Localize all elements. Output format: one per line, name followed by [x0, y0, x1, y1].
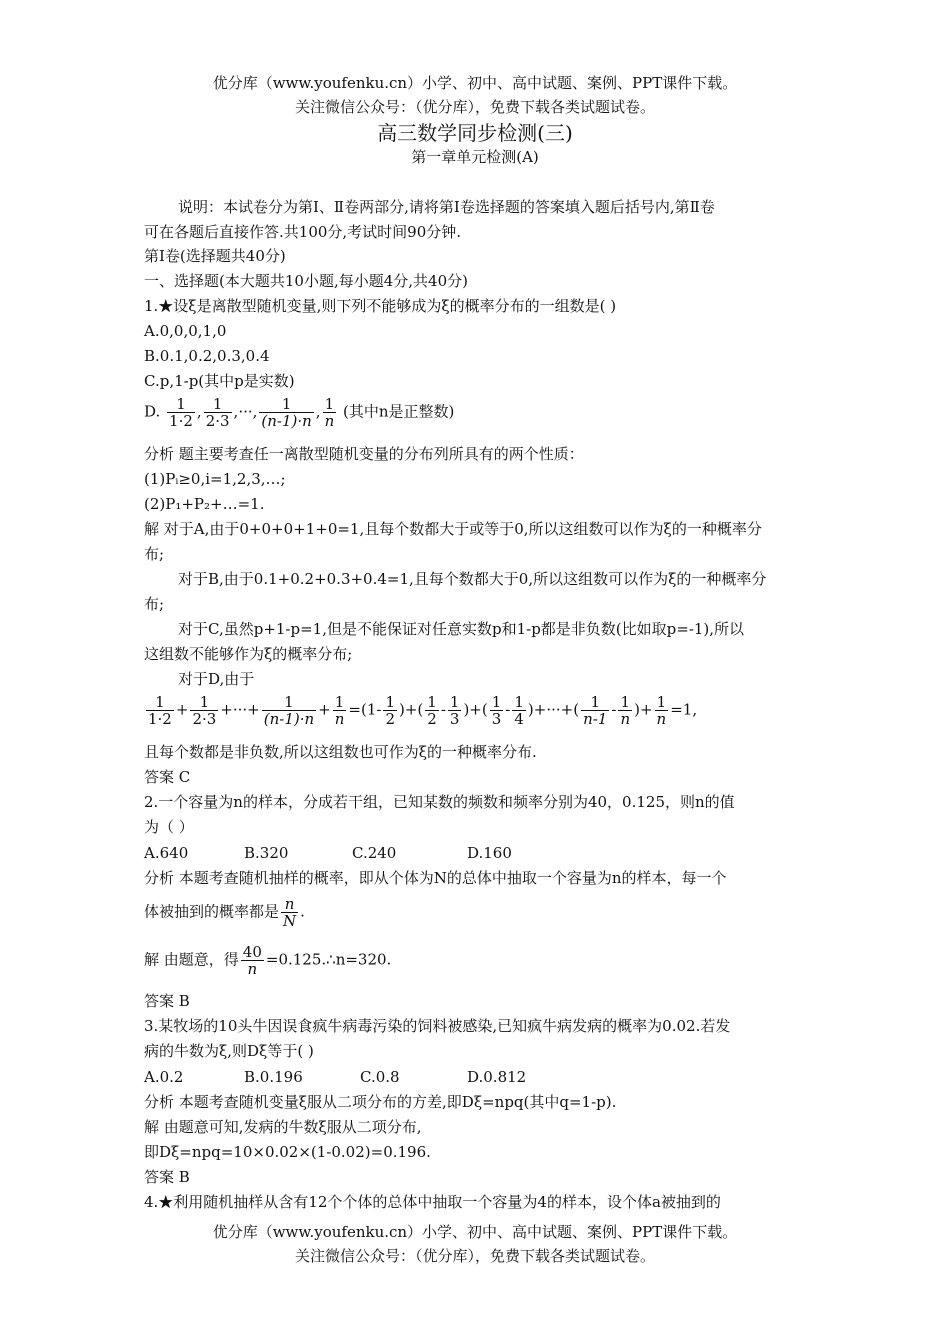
q2-stem-1: 2.一个容量为n的样本，分成若干组，已知某数的频数和频率分别为40，0.125，则n的值: [144, 793, 735, 811]
q1-answer: 答案 C: [144, 768, 191, 786]
q1-solution-c-1: 对于C,虽然p+1-p=1,但是不能保证对任意实数p和1-p都是非负数(比如取p=-1),所以: [178, 620, 745, 638]
q1-solution-d-1: 对于D,由于: [178, 670, 255, 688]
q2-analysis-1: 分析 本题考查随机抽样的概率，即从个体为N的总体中抽取一个容量为n的样本，每一个: [144, 869, 727, 887]
q3-solution-2: 即Dξ=npq=10×0.02×(1-0.02)=0.196.: [144, 1143, 431, 1161]
q2-option-a: A.640: [144, 844, 189, 862]
q1-solution-a-2: 布;: [144, 545, 165, 563]
q3-analysis: 分析 本题考查随机变量ξ服从二项分布的方差,即Dξ=npq(其中q=1-p).: [144, 1093, 617, 1111]
q1-solution-c-2: 这组数不能够作为ξ的概率分布;: [144, 645, 353, 663]
q2-stem-2: 为（ ）: [144, 818, 194, 836]
q1-solution-b-1: 对于B,由于0.1+0.2+0.3+0.4=1,且每个数都大于0,所以这组数可以作为ξ的一种概率分: [178, 570, 767, 588]
q1-solution-b-2: 布;: [144, 595, 165, 613]
fraction-1-over-n: $\frac{1}{n}$: [324, 395, 335, 430]
q3-option-d: D.0.812: [467, 1068, 527, 1086]
q3-stem-1: 3.某牧场的10头牛因误食疯牛病毒污染的饲料被感染,已知疯牛病发病的概率为0.02.若发: [144, 1017, 731, 1035]
fraction-40-over-n: $\frac{40}{n}$: [242, 943, 262, 978]
q1-option-d-note: (其中n是正整数): [343, 402, 455, 421]
q1-option-b: B.0.1,0.2,0.3,0.4: [144, 347, 270, 365]
q1-analysis: 分析 题主要考查任一离散型随机变量的分布列所具有的两个性质：: [144, 445, 584, 463]
q3-option-c: C.0.8: [360, 1068, 400, 1086]
q1-property-1: (1)Pᵢ≥0,i=1,2,3,…;: [144, 470, 286, 488]
q1-solution-a-1: 解 对于A,由于0+0+0+1+0=1,且每个数都大于或等于0,所以这组数可以作为ξ的一种概率分: [144, 520, 762, 538]
q2-options: [144, 843, 644, 863]
q1-sum-equation: $\frac{1}{1\cdot 2}$ + $\frac{1}{2\cdot 3}$ +···+ $\frac{1}{(n-1)\cdot n}$ + $\frac{1}{n}$ =(1- $\frac{1}{2}$ )+( $\frac{1}{2}$ - $\frac{1}{3}$ )+( $\frac{1}{3}$ - $\frac{1}{4}$ )+···+( $\frac{1}{n-1}$ - $\frac{1}{n}$ )+ $\frac{1}{n}$ =1,: [148, 693, 698, 728]
fraction-1-over-2x3: $\frac{1}{2\cdot 3}$: [205, 395, 230, 430]
q1-option-c: C.p,1-p(其中p是实数): [144, 372, 295, 390]
q1-option-a: A.0,0,0,1,0: [144, 322, 227, 340]
fraction-1-over-n-1-n: $\frac{1}{(n-1)\cdot n}$: [261, 395, 312, 430]
q4-stem-1: 4.★利用随机抽样从含有12个个体的总体中抽取一个容量为4的样本，设个体a被抽到的: [144, 1193, 721, 1211]
page-title: 高三数学同步检测(三): [377, 121, 573, 145]
q3-stem-2: 病的牛数为ξ,则Dξ等于( ): [144, 1042, 314, 1060]
header-line-1: 优分库（www.youfenku.cn）小学、初中、高中试题、案例、PPT课件下载。: [212, 74, 738, 92]
header-line-2: 关注微信公众号：（优分库），免费下载各类试题试卷。: [294, 98, 655, 116]
q2-answer: 答案 B: [144, 992, 190, 1010]
intro-line-2: 可在各题后直接作答.共100分,考试时间90分钟.: [144, 223, 462, 241]
q3-solution-1: 解 由题意可知,发病的牛数ξ服从二项分布,: [144, 1118, 422, 1136]
footer-line-2: 关注微信公众号：（优分库），免费下载各类试题试卷。: [294, 1247, 655, 1265]
q1-option-d: D. $\frac{1}{1\cdot 2}$ , $\frac{1}{2\cdot 3}$ ,···, $\frac{1}{(n-1)\cdot n}$ , $\frac{1}{n}$ (其中n是正整数): [144, 395, 455, 430]
fraction-n-over-N: $\frac{n}{N}$: [283, 895, 297, 930]
q2-option-b: B.320: [244, 844, 289, 862]
q1-property-2: (2)P₁+P₂+…=1.: [144, 495, 265, 513]
fraction-1-over-1x2: $\frac{1}{1\cdot 2}$: [169, 395, 193, 430]
q2-analysis-2: 体被抽到的概率都是 $\frac{n}{N}$ .: [144, 895, 305, 930]
q2-option-c: C.240: [352, 844, 397, 862]
q3-option-a: A.0.2: [144, 1068, 184, 1086]
q1-solution-d-2: 且每个数都是非负数,所以这组数也可作为ξ的一种概率分布.: [144, 743, 537, 761]
footer-line-1: 优分库（www.youfenku.cn）小学、初中、高中试题、案例、PPT课件下载。: [212, 1223, 738, 1241]
q2-solution: 解 由题意，得 $\frac{40}{n}$ =0.125.∴n=320.: [144, 943, 392, 978]
q3-options: [144, 1067, 644, 1087]
q3-option-b: B.0.196: [244, 1068, 303, 1086]
q1-option-d-label: D.: [144, 402, 161, 421]
intro-line-1: 说明：本试卷分为第Ⅰ、Ⅱ卷两部分,请将第Ⅰ卷选择题的答案填入题后括号内,第Ⅱ卷: [178, 198, 715, 216]
part1-heading: 第Ⅰ卷(选择题共40分): [144, 247, 286, 265]
q1-stem: 1.★设ξ是离散型随机变量,则下列不能够成为ξ的概率分布的一组数是( ): [144, 297, 617, 315]
section1-heading: 一、选择题(本大题共10小题,每小题4分,共40分): [144, 272, 468, 290]
q2-option-d: D.160: [467, 844, 512, 862]
page-subtitle: 第一章单元检测(A): [411, 148, 539, 166]
q3-answer: 答案 B: [144, 1168, 190, 1186]
